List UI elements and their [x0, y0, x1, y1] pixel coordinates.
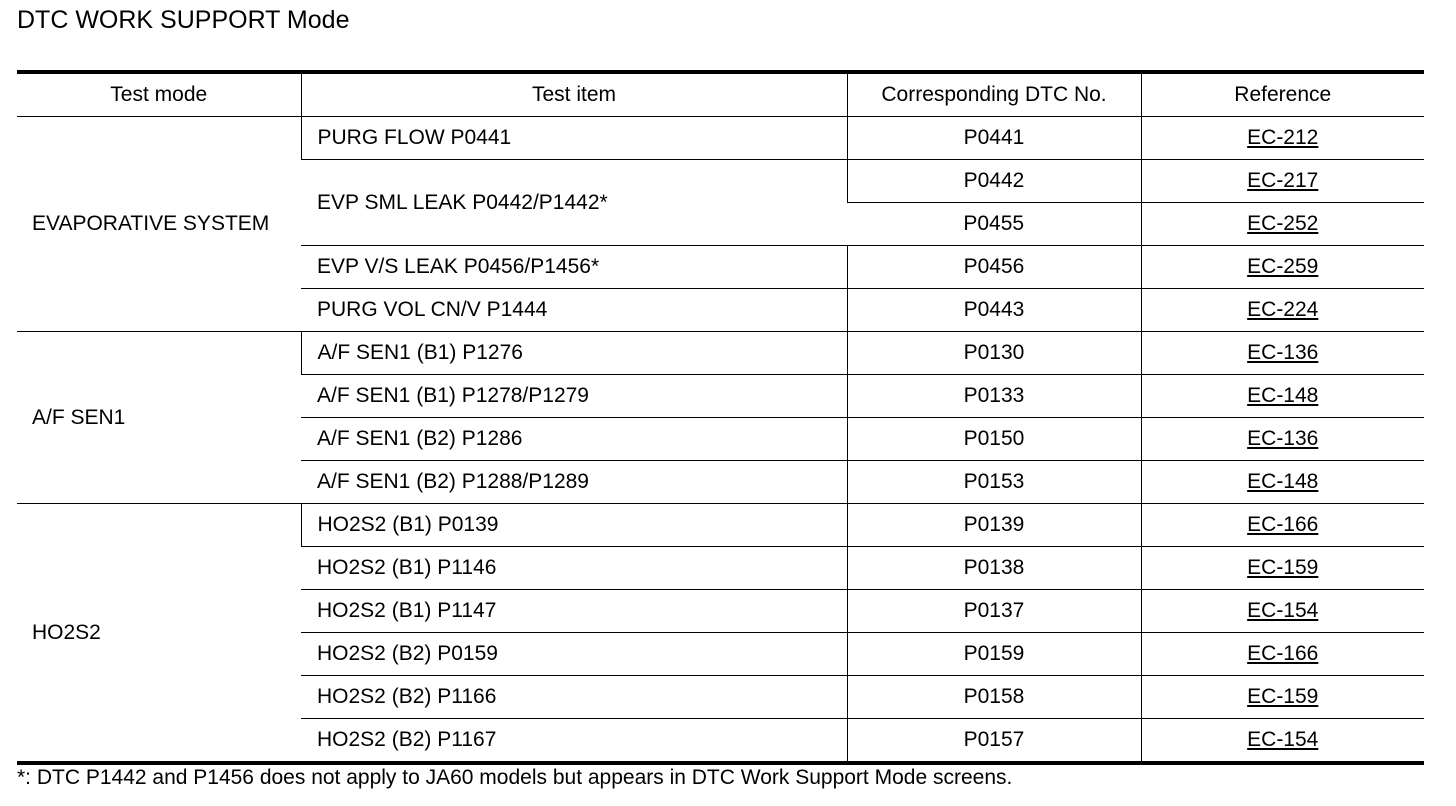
test-item-cell: HO2S2 (B2) P0159 [301, 633, 847, 676]
reference-link[interactable]: EC-252 [1247, 212, 1319, 235]
reference-link[interactable]: EC-148 [1247, 470, 1319, 493]
reference-cell [1141, 375, 1424, 418]
reference-cell [1141, 547, 1424, 590]
dtc-number-cell: P0138 [847, 547, 1141, 590]
header-dtc-no: Corresponding DTC No. [847, 72, 1141, 117]
table-row [17, 332, 1424, 375]
dtc-number-cell: P0139 [847, 504, 1141, 547]
reference-cell [1141, 246, 1424, 289]
test-mode-cell: EVAPORATIVE SYSTEM [17, 117, 301, 332]
dtc-number-cell: P0130 [847, 332, 1141, 375]
header-reference: Reference [1141, 72, 1424, 117]
test-item-cell: A/F SEN1 (B1) P1276 [301, 332, 847, 375]
test-item-cell: A/F SEN1 (B1) P1278/P1279 [301, 375, 847, 418]
reference-cell [1141, 203, 1424, 246]
footnote: *: DTC P1442 and P1456 does not apply to JA60 models but appears in DTC Work Support Mode screens. [17, 766, 1013, 789]
reference-link[interactable]: EC-136 [1247, 427, 1319, 450]
reference-link[interactable]: EC-159 [1247, 685, 1319, 708]
reference-cell [1141, 719, 1424, 764]
reference-link[interactable]: EC-166 [1247, 513, 1319, 536]
test-item-cell: EVP SML LEAK P0442/P1442* [301, 160, 847, 246]
test-item-cell: HO2S2 (B1) P0139 [301, 504, 847, 547]
dtc-number-cell: P0441 [847, 117, 1141, 160]
reference-link[interactable]: EC-154 [1247, 728, 1319, 751]
test-item-cell: HO2S2 (B1) P1146 [301, 547, 847, 590]
test-item-cell: PURG FLOW P0441 [301, 117, 847, 160]
reference-cell [1141, 676, 1424, 719]
test-mode-cell: A/F SEN1 [17, 332, 301, 504]
table-row [17, 504, 1424, 547]
header-test-item: Test item [301, 72, 847, 117]
dtc-number-cell: P0442 [847, 160, 1141, 203]
reference-cell [1141, 590, 1424, 633]
table-body [17, 117, 1424, 764]
dtc-number-cell: P0137 [847, 590, 1141, 633]
table-header-row [17, 72, 1424, 117]
reference-link[interactable]: EC-154 [1247, 599, 1319, 622]
dtc-number-cell: P0159 [847, 633, 1141, 676]
dtc-number-cell: P0133 [847, 375, 1141, 418]
reference-link[interactable]: EC-136 [1247, 341, 1319, 364]
page-title: DTC WORK SUPPORT Mode [17, 6, 350, 34]
test-item-cell: A/F SEN1 (B2) P1286 [301, 418, 847, 461]
dtc-number-cell: P0157 [847, 719, 1141, 764]
reference-link[interactable]: EC-212 [1247, 126, 1319, 149]
reference-cell [1141, 332, 1424, 375]
test-item-cell: HO2S2 (B2) P1167 [301, 719, 847, 764]
header-test-mode: Test mode [17, 72, 301, 117]
reference-cell [1141, 117, 1424, 160]
reference-cell [1141, 461, 1424, 504]
test-mode-cell: HO2S2 [17, 504, 301, 764]
reference-cell [1141, 418, 1424, 461]
reference-link[interactable]: EC-148 [1247, 384, 1319, 407]
dtc-number-cell: P0456 [847, 246, 1141, 289]
reference-link[interactable]: EC-259 [1247, 255, 1319, 278]
dtc-work-support-table [17, 70, 1424, 765]
table-row [17, 117, 1424, 160]
test-item-cell: HO2S2 (B1) P1147 [301, 590, 847, 633]
dtc-number-cell: P0153 [847, 461, 1141, 504]
dtc-number-cell: P0158 [847, 676, 1141, 719]
test-item-cell: HO2S2 (B2) P1166 [301, 676, 847, 719]
dtc-number-cell: P0455 [847, 203, 1141, 246]
reference-cell [1141, 504, 1424, 547]
test-item-cell: A/F SEN1 (B2) P1288/P1289 [301, 461, 847, 504]
reference-cell [1141, 160, 1424, 203]
dtc-number-cell: P0150 [847, 418, 1141, 461]
dtc-number-cell: P0443 [847, 289, 1141, 332]
reference-link[interactable]: EC-166 [1247, 642, 1319, 665]
reference-link[interactable]: EC-217 [1247, 169, 1319, 192]
reference-link[interactable]: EC-159 [1247, 556, 1319, 579]
reference-cell [1141, 633, 1424, 676]
reference-link[interactable]: EC-224 [1247, 298, 1319, 321]
test-item-cell: PURG VOL CN/V P1444 [301, 289, 847, 332]
reference-cell [1141, 289, 1424, 332]
test-item-cell: EVP V/S LEAK P0456/P1456* [301, 246, 847, 289]
